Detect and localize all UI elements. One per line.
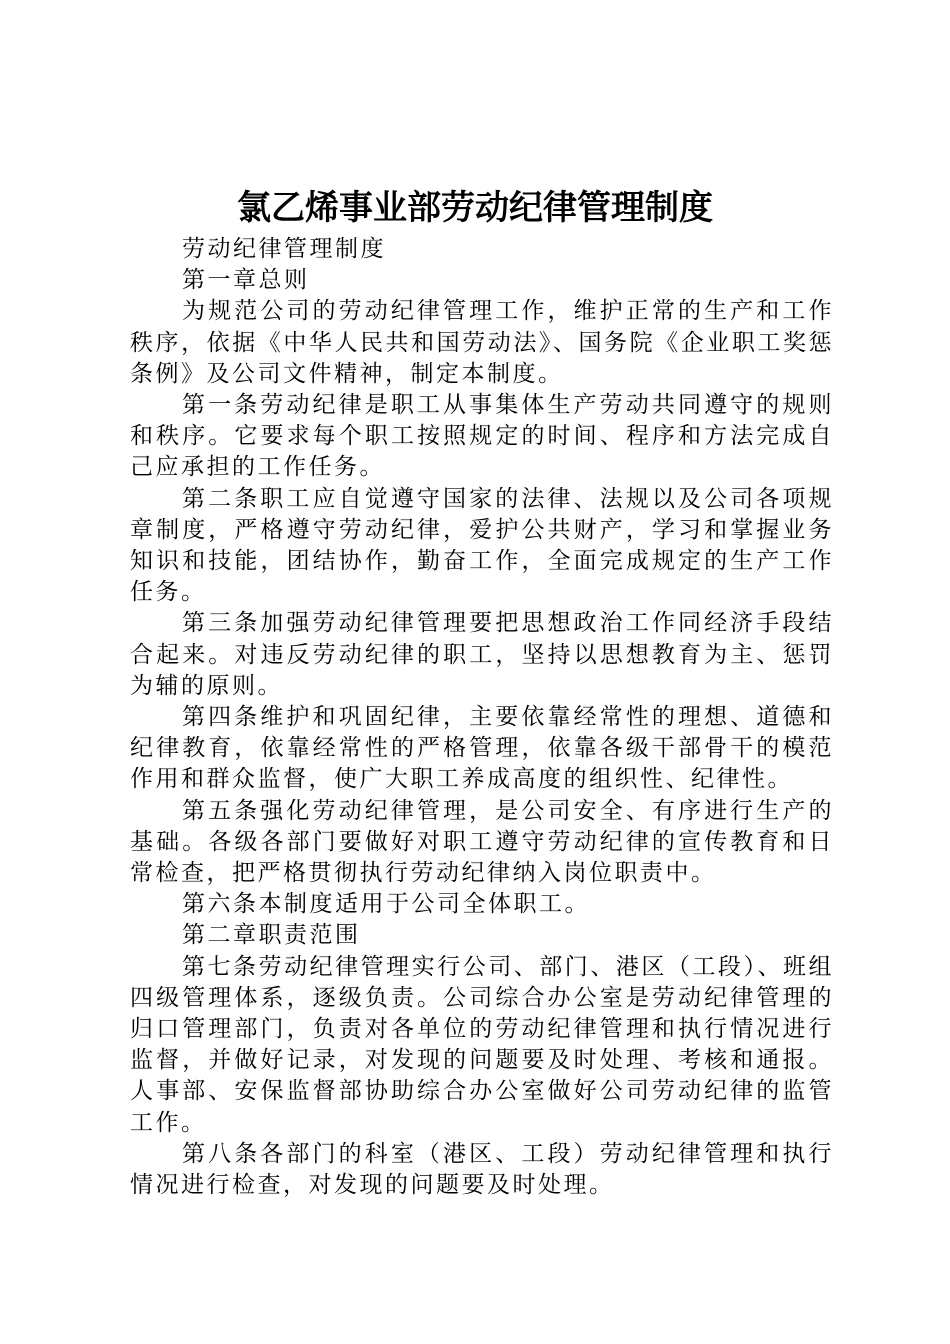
- paragraph-article-1: 第一条劳动纪律是职工从事集体生产劳动共同遵守的规则和秩序。它要求每个职工按照规定的时间、程序和方法完成自己应承担的工作任务。: [130, 392, 834, 481]
- paragraph-subtitle: 劳动纪律管理制度: [182, 236, 386, 262]
- paragraph-chapter-2-heading: 第二章职责范围: [182, 922, 361, 949]
- paragraph-chapter-1-heading: 第一章总则: [182, 267, 310, 294]
- paragraph-article-6: 第六条本制度适用于公司全体职工。: [182, 891, 590, 918]
- paragraph-article-2: 第二条职工应自觉遵守国家的法律、法规以及公司各项规章制度，严格遵守劳动纪律，爱护公共财产，学习和掌握业务知识和技能，团结协作，勤奋工作，全面完成规定的生产工作任务。: [130, 485, 834, 606]
- paragraph-preamble: 为规范公司的劳动纪律管理工作，维护正常的生产和工作秩序，依据《中华人民共和国劳动法》、国务院《企业职工奖惩条例》及公司文件精神，制定本制度。: [130, 298, 834, 387]
- paragraph-article-3: 第三条加强劳动纪律管理要把思想政治工作同经济手段结合起来。对违反劳动纪律的职工，坚持以思想教育为主、惩罚为辅的原则。: [130, 610, 834, 699]
- paragraph-article-8: 第八条各部门的科室（港区、工段）劳动纪律管理和执行情况进行检查，对发现的问题要及时处理。: [130, 1140, 834, 1199]
- document-title: 氯乙烯事业部劳动纪律管理制度: [237, 188, 713, 228]
- document-body: [130, 234, 834, 1201]
- paragraph-article-4: 第四条维护和巩固纪律，主要依靠经常性的理想、道德和纪律教育，依靠经常性的严格管理，依靠各级干部骨干的模范作用和群众监督，使广大职工养成高度的组织性、纪律性。: [130, 704, 834, 793]
- paragraph-article-5: 第五条强化劳动纪律管理，是公司安全、有序进行生产的基础。各级各部门要做好对职工遵守劳动纪律的宣传教育和日常检查，把严格贯彻执行劳动纪律纳入岗位职责中。: [130, 797, 834, 887]
- paragraph-article-7: 第七条劳动纪律管理实行公司、部门、港区（工段）、班组四级管理体系，逐级负责。公司综合办公室是劳动纪律管理的归口管理部门，负责对各单位的劳动纪律管理和执行情况进行监督，并做好记录，对发现的问题要及时处理、考核和通报。人事部、安保监督部协助综合办公室做好公司劳动纪律的监管工作。: [130, 953, 834, 1136]
